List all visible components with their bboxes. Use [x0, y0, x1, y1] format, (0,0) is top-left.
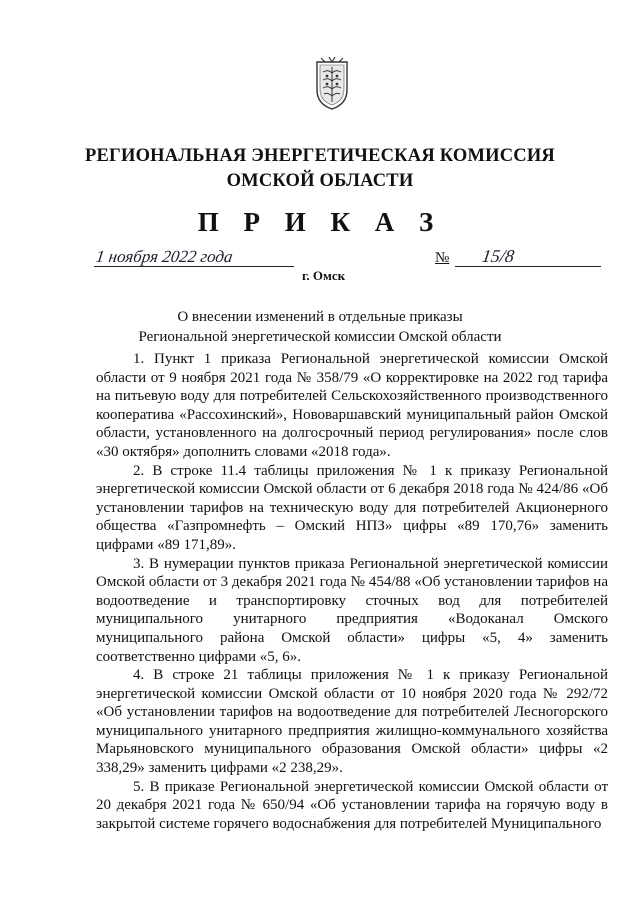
paragraph-2: 2. В строке 11.4 таблицы приложения № 1 к приказу Региональной энергетической комиссии Омской области от 6 декабря 2018 года № 424/86 «Об установлении тарифов на техническую воду для потребителей Акционерного общества «Газпромнефть – Омский НПЗ» цифры «89 170,76» заменить цифрами «89 171,89». — [96, 462, 608, 553]
number-underline — [455, 266, 601, 267]
city-label: г. Омск — [302, 268, 346, 283]
subject-line-1: О внесении изменений в отдельные приказы — [177, 309, 463, 325]
issuer-title-line-1: РЕГИОНАЛЬНАЯ ЭНЕРГЕТИЧЕСКАЯ КОМИССИЯ — [84, 146, 555, 166]
order-body — [96, 350, 608, 833]
document-type-title: П Р И К А З — [197, 207, 443, 237]
coat-of-arms-emblem — [314, 56, 350, 110]
paragraph-3: 3. В нумерации пунктов приказа Региональной энергетической комиссии Омской области от 3 декабря 2021 года № 454/88 «Об установлении тарифов на водоотведение и транспортировку сточных вод для потребителей муниципального унитарного предприятия «Водоканал Омского муниципального района Омской области» цифры «5, 4» заменить соответственно цифрами «5, 6». — [96, 555, 608, 665]
order-number-label: № — [435, 250, 450, 266]
paragraph-5: 5. В приказе Региональной энергетической комиссии Омской области от 20 декабря 2021 года № 650/94 «Об установлении тарифа на горячую воду в закрытой системе горячего водоснабжения для потребителей Муниципального — [96, 778, 608, 832]
issuer-title-line-2: ОМСКОЙ ОБЛАСТИ — [226, 171, 414, 191]
handwritten-date: 1 ноября 2022 года — [94, 247, 235, 266]
order-subject — [90, 307, 550, 347]
paragraph-1: 1. Пункт 1 приказа Региональной энергетической комиссии Омской области от 9 ноября 2021 года № 358/79 «О корректировке на 2022 год тарифа на питьевую воду для потребителей Сельскохозяйственного производственного кооператива «Рассохинский», Нововаршавский муниципальный район Омской области, установленного на долгосрочный период регулирования» после слов «30 октября» дополнить словами «2018 года». — [96, 351, 608, 460]
handwritten-order-number: 15/8 — [480, 246, 516, 266]
paragraph-4: 4. В строке 21 таблицы приложения № 1 к приказу Региональной энергетической комиссии Омской области от 10 ноября 2020 года № 292/72 «Об установлении тарифов на водоотведение для потребителей Лесногорского муниципального унитарного предприятия жилищно-коммунального хозяйства Марьяновского муниципального образования Омской области» цифры «2 338,29» заменить цифрами «2 238,29». — [96, 667, 608, 777]
date-underline — [94, 266, 294, 267]
subject-line-2: Региональной энергетической комиссии Омской области — [138, 329, 502, 345]
